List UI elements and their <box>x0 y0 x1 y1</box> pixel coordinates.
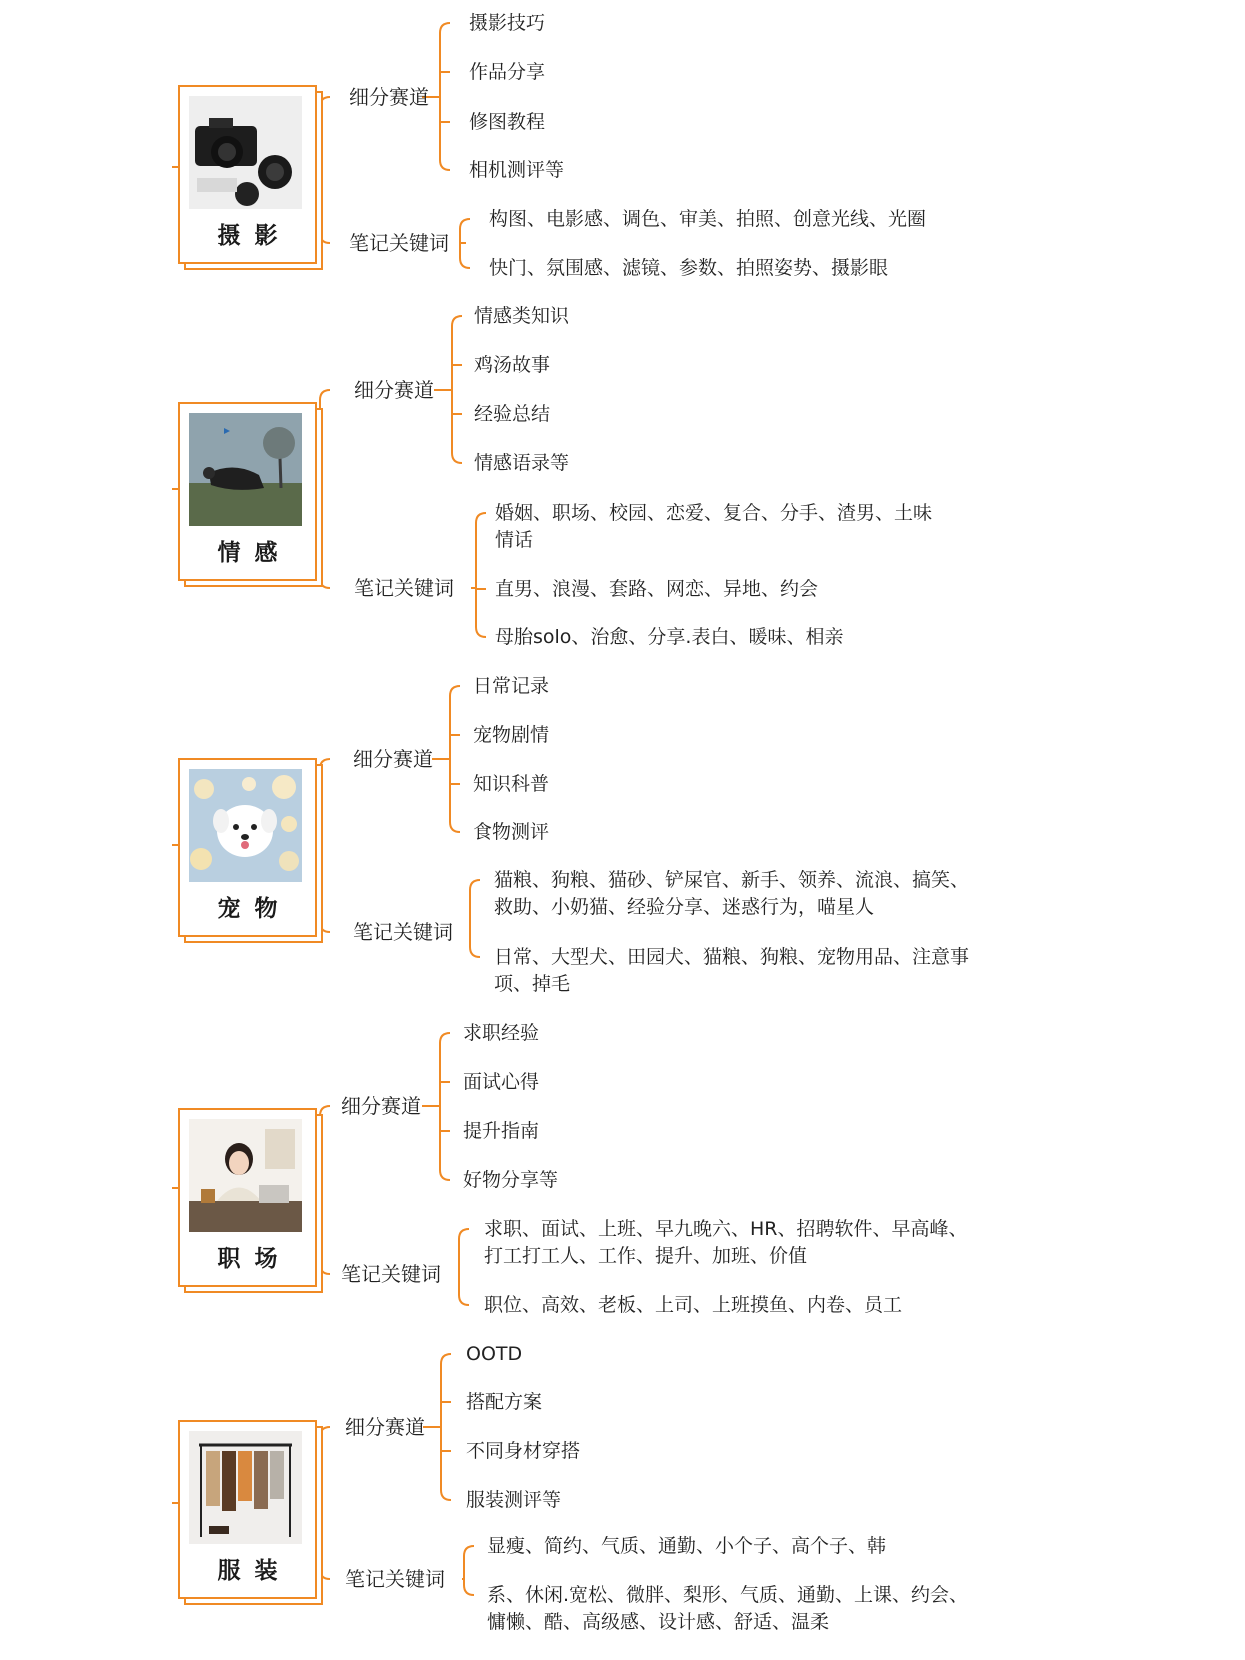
subtracks-branch-line <box>440 1033 450 1180</box>
subtrack-item: 日常记录 <box>473 675 550 697</box>
keyword-line: 求职、面试、上班、早九晚六、HR、招聘软件、早高峰、 <box>484 1218 968 1240</box>
office-woman-photo <box>189 1119 302 1232</box>
keyword-line: 母胎solo、治愈、分享.表白、暖味、相亲 <box>495 626 844 648</box>
subtrack-item: 情感语录等 <box>474 452 570 474</box>
keyword-line: 救助、小奶猫、经验分享、迷惑行为，喵星人 <box>494 896 875 918</box>
keyword-line: 打工打工人、工作、提升、加班、价值 <box>484 1245 808 1267</box>
clothes-rack-photo <box>189 1431 302 1544</box>
subtrack-item: 不同身材穿搭 <box>466 1440 581 1462</box>
keyword-line: 直男、浪漫、套路、网恋、异地、约会 <box>495 578 819 600</box>
subtracks-category: 细分赛道 <box>341 1094 421 1118</box>
subtrack-item: 相机测评等 <box>469 159 565 181</box>
topic-card <box>178 758 323 943</box>
card-frame <box>178 1108 317 1287</box>
keyword-line: 构图、电影感、调色、审美、拍照、创意光线、光圈 <box>489 208 927 230</box>
subtracks-category: 细分赛道 <box>353 747 433 771</box>
woman-field-photo <box>189 413 302 526</box>
subtrack-item: 鸡汤故事 <box>474 354 551 376</box>
topic-card <box>178 402 323 587</box>
card-frame <box>178 85 317 264</box>
topic-photo <box>189 96 302 209</box>
subtrack-item: 提升指南 <box>463 1120 540 1142</box>
topic-title: 服装 <box>217 1558 292 1584</box>
subtrack-item: 知识科普 <box>473 773 550 795</box>
subtrack-item: 摄影技巧 <box>469 12 546 34</box>
subtrack-item: 修图教程 <box>469 111 546 133</box>
keywords-category: 笔记关键词 <box>341 1262 441 1286</box>
subtrack-item: 经验总结 <box>474 403 551 425</box>
keyword-line: 系、休闲.宽松、微胖、梨形、气质、通勤、上课、约会、 <box>487 1584 969 1606</box>
camera-photo <box>189 96 302 209</box>
topic-title: 宠物 <box>217 896 292 922</box>
keywords-branch-line <box>470 880 480 957</box>
subtracks-category: 细分赛道 <box>349 85 429 109</box>
keywords-category: 笔记关键词 <box>354 576 454 600</box>
keyword-line: 显瘦、简约、气质、通勤、小个子、高个子、韩 <box>487 1535 887 1557</box>
subtrack-item: 好物分享等 <box>463 1169 559 1191</box>
subtracks-branch-line <box>441 1354 451 1500</box>
keyword-line: 情话 <box>495 529 534 551</box>
keywords-category: 笔记关键词 <box>349 231 449 255</box>
keywords-branch-line <box>476 513 486 637</box>
topic-card <box>178 85 323 270</box>
subtrack-item: 服装测评等 <box>466 1489 562 1511</box>
topic-photo <box>189 413 302 526</box>
topic-photo <box>189 1431 302 1544</box>
subtrack-item: 面试心得 <box>463 1071 540 1093</box>
subtrack-item: 求职经验 <box>463 1022 540 1044</box>
topic-card <box>178 1108 323 1293</box>
topic-photo <box>189 769 302 882</box>
keyword-line: 项、掉毛 <box>494 973 571 995</box>
keyword-line: 快门、氛围感、滤镜、参数、拍照姿势、摄影眼 <box>489 257 889 279</box>
keyword-line: 猫粮、狗粮、猫砂、铲屎官、新手、领养、流浪、搞笑、 <box>494 869 970 891</box>
keywords-branch-line <box>464 1546 474 1595</box>
card-frame <box>178 758 317 937</box>
topic-card <box>178 1420 323 1605</box>
subtrack-item: 搭配方案 <box>466 1391 543 1413</box>
keyword-line: 日常、大型犬、田园犬、猫粮、狗粮、宠物用品、注意事 <box>494 946 970 968</box>
topic-photo <box>189 1119 302 1232</box>
keywords-category: 笔记关键词 <box>345 1567 445 1591</box>
keywords-category: 笔记关键词 <box>353 920 453 944</box>
subtracks-category: 细分赛道 <box>354 378 434 402</box>
subtracks-branch-line <box>452 316 462 463</box>
keyword-line: 婚姻、职场、校园、恋爱、复合、分手、渣男、土味 <box>495 502 933 524</box>
topic-title: 情感 <box>217 540 292 566</box>
subtrack-item: 宠物剧情 <box>473 724 550 746</box>
subtracks-category: 细分赛道 <box>345 1415 425 1439</box>
topic-title: 摄影 <box>217 223 292 249</box>
puppy-photo <box>189 769 302 882</box>
subtracks-branch-line <box>450 686 460 832</box>
subtrack-item: 食物测评 <box>473 821 550 843</box>
subtracks-branch-line <box>440 23 450 170</box>
card-frame <box>178 402 317 581</box>
keyword-line: 职位、高效、老板、上司、上班摸鱼、内卷、员工 <box>484 1294 903 1316</box>
card-frame <box>178 1420 317 1599</box>
subtrack-item: 情感类知识 <box>474 305 570 327</box>
keyword-line: 慵懒、酷、高级感、设计感、舒适、温柔 <box>487 1611 830 1633</box>
subtrack-item: OOTD <box>466 1343 523 1365</box>
subtrack-item: 作品分享 <box>469 61 546 83</box>
keywords-branch-line <box>459 1229 469 1305</box>
topic-title: 职场 <box>217 1246 292 1272</box>
